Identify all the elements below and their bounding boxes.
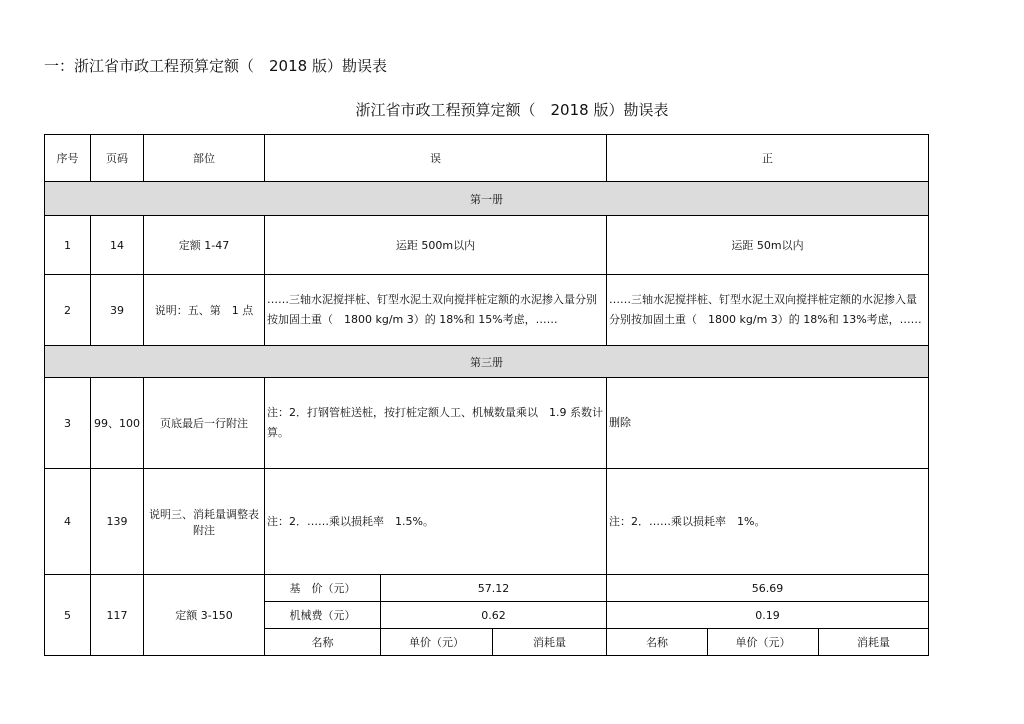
right-base-price: 56.69 [607,575,929,602]
row-part: 页底最后一行附注 [144,378,265,469]
col-header-part: 部位 [144,135,265,182]
header-row [45,135,929,182]
col-header-page: 页码 [91,135,144,182]
wrong-machine-fee: 0.62 [381,602,607,629]
row-page: 14 [91,216,144,275]
errata-table [44,134,929,656]
col-header-wrong: 误 [265,135,607,182]
row-right: ……三轴水泥搅拌桩、钉型水泥土双向搅拌桩定额的水泥掺入量分别按加固土重（ 1800 kg/m 3）的 18%和 13%考虑，…… [607,275,929,346]
row-right: 运距 50m以内 [607,216,929,275]
wrong-sub-header-name: 名称 [265,629,381,656]
right-sub-header-consumption: 消耗量 [819,629,929,656]
right-sub-header-name: 名称 [607,629,708,656]
row-part: 定额 3-150 [144,575,265,656]
document-heading: 一：浙江省市政工程预算定额（ 2018 版）勘误表 [44,57,387,75]
col-header-no: 序号 [45,135,91,182]
section-row [45,182,929,216]
wrong-sub-header-consumption: 消耗量 [493,629,607,656]
row-no: 1 [45,216,91,275]
row-no: 3 [45,378,91,469]
row-right: 注：2．……乘以损耗率 1%。 [607,469,929,575]
machine-fee-label: 机械费（元） [265,602,381,629]
row-wrong: 运距 500m以内 [265,216,607,275]
table-row [45,575,929,602]
table-row [45,469,929,575]
col-header-right: 正 [607,135,929,182]
row-no: 5 [45,575,91,656]
row-page: 139 [91,469,144,575]
section-row [45,346,929,378]
row-page: 99、100 [91,378,144,469]
row-part: 定额 1-47 [144,216,265,275]
table-row [45,378,929,469]
row-no: 2 [45,275,91,346]
table-row [45,216,929,275]
row-page: 117 [91,575,144,656]
row-part: 说明三、消耗量调整表附注 [144,469,265,575]
table-row [45,275,929,346]
section-book1: 第一册 [45,182,929,216]
right-sub-header-unit-price: 单价（元） [708,629,819,656]
right-machine-fee: 0.19 [607,602,929,629]
wrong-sub-header-unit-price: 单价（元） [381,629,493,656]
row-wrong: 注：2．打钢管桩送桩，按打桩定额人工、机械数量乘以 1.9 系数计算。 [265,378,607,469]
row-no: 4 [45,469,91,575]
row-page: 39 [91,275,144,346]
row-wrong: 注：2．……乘以损耗率 1.5%。 [265,469,607,575]
table-title: 浙江省市政工程预算定额（ 2018 版）勘误表 [355,101,669,119]
row-part: 说明：五、第 1 点 [144,275,265,346]
section-book3: 第三册 [45,346,929,378]
row-right: 删除 [607,378,929,469]
row-wrong: ……三轴水泥搅拌桩、钉型水泥土双向搅拌桩定额的水泥掺入量分别按加固土重（ 1800 kg/m 3）的 18%和 15%考虑，…… [265,275,607,346]
base-price-label: 基 价（元） [265,575,381,602]
wrong-base-price: 57.12 [381,575,607,602]
